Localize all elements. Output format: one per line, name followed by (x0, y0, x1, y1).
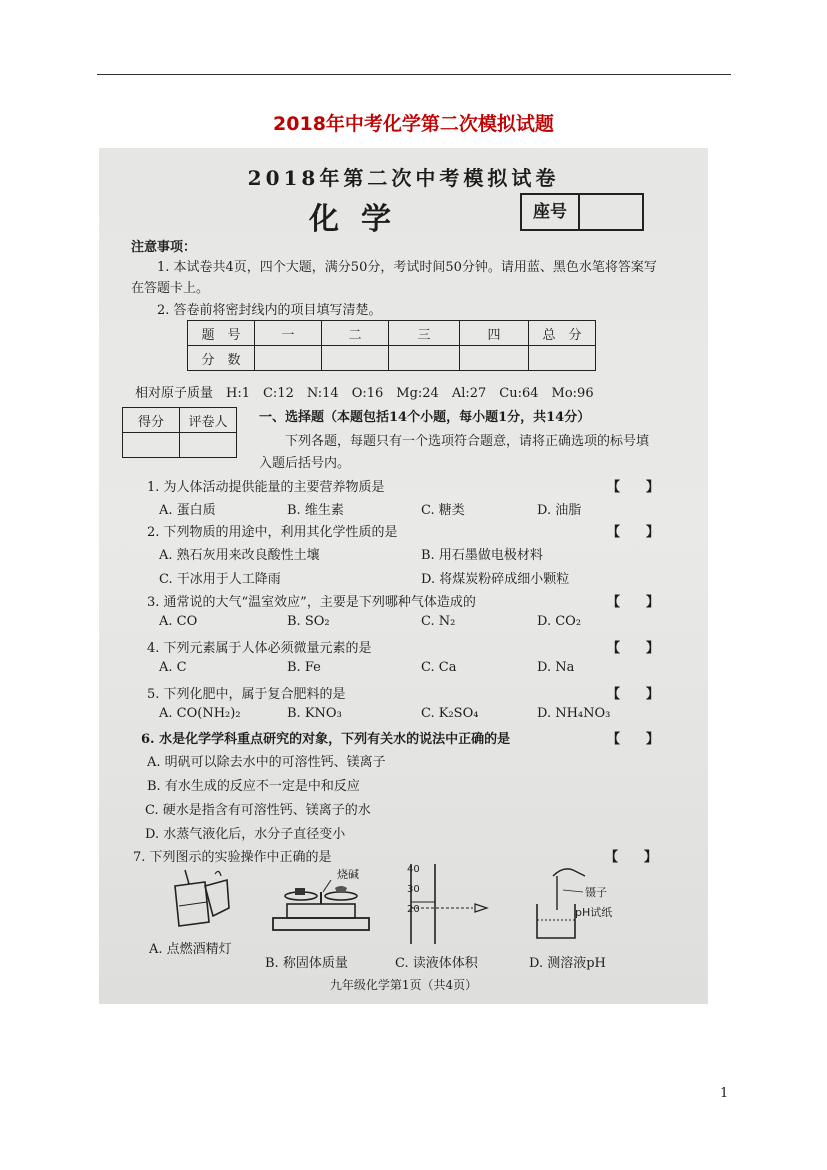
question-3-stem: 3. 通常说的大气“温室效应”，主要是下列哪种气体造成的 (147, 595, 476, 610)
q3-option-d: D. CO₂ (537, 614, 582, 629)
q5-option-a: A. CO(NH₂)₂ (159, 706, 241, 721)
question-6-stem: 6. 水是化学学科重点研究的对象，下列有关水的说法中正确的是 (141, 732, 511, 747)
q1-option-c: C. 糖类 (421, 503, 465, 518)
caustic-label: 烧碱 (337, 868, 359, 881)
score-header-cell: 总 分 (529, 321, 596, 346)
note-1-cont: 在答题卡上。 (131, 281, 210, 296)
score-header-cell: 三 (389, 321, 460, 346)
section1-desc-1: 下列各题，每题只有一个选项符合题意，请将正确选项的标号填 (285, 434, 650, 449)
q5-option-d: D. NH₄NO₃ (537, 706, 611, 721)
note-2: 2. 答卷前将密封线内的项目填写清楚。 (157, 303, 382, 318)
q7-option-c: C. 读液体体积 (395, 956, 478, 971)
q6-option-a: A. 明矾可以除去水中的可溶性钙、镁离子 (147, 755, 386, 770)
score-cell (255, 346, 322, 371)
q7-option-a: A. 点燃酒精灯 (149, 942, 232, 957)
q3-option-a: A. CO (159, 614, 198, 629)
score-table-header-row (188, 321, 596, 346)
score-blank-cell (123, 433, 180, 458)
question-4-stem: 4. 下列元素属于人体必须微量元素的是 (147, 641, 372, 656)
q6-option-c: C. 硬水是指含有可溶性钙、镁离子的水 (145, 803, 371, 818)
score-cell (460, 346, 529, 371)
exam-photo (99, 148, 708, 1004)
question-1-stem: 1. 为人体活动提供能量的主要营养物质是 (147, 480, 385, 495)
section1-title: 一、选择题（本题包括14个小题，每小题1分，共14分） (259, 410, 591, 425)
score-cell (389, 346, 460, 371)
q7-option-b: B. 称固体质量 (265, 956, 348, 971)
top-rule (97, 74, 731, 75)
q2-option-b: B. 用石墨做电极材料 (421, 548, 543, 563)
note-1: 1. 本试卷共4页，四个大题，满分50分，考试时间50分钟。请用蓝、黑色水笔将答案写 (157, 260, 657, 275)
q1-option-a: A. 蛋白质 (159, 503, 216, 518)
q2-option-a: A. 熟石灰用来改良酸性土壤 (159, 548, 320, 563)
q3-option-b: B. SO₂ (287, 614, 330, 629)
score-row-label: 分 数 (188, 346, 255, 371)
subject-title: 化学 (309, 202, 413, 237)
score-header-cell: 二 (322, 321, 389, 346)
q6-option-d: D. 水蒸气液化后，水分子直径变小 (145, 827, 346, 842)
notes-title: 注意事项： (131, 240, 197, 255)
grader-label-cell: 评卷人 (180, 408, 237, 433)
ph-paper-label: pH试纸 (575, 906, 613, 919)
tweezers-label: 镊子 (585, 886, 607, 899)
atomic-masses: 相对原子质量 H:1 C:12 N:14 O:16 Mg:24 Al:27 Cu:64 Mo:96 (135, 386, 594, 401)
figure-cylinder (399, 860, 499, 946)
tick-20-label: 20 (407, 904, 420, 915)
q1-option-b: B. 维生素 (287, 503, 344, 518)
question-2-stem: 2. 下列物质的用途中，利用其化学性质的是 (147, 525, 398, 540)
score-cell (322, 346, 389, 371)
answer-bracket: 【 】 (607, 641, 660, 656)
q4-option-d: D. Na (537, 660, 575, 675)
seat-label: 座号 (522, 195, 580, 229)
score-header-cell: 一 (255, 321, 322, 346)
tick-30-label: 30 (407, 884, 420, 895)
answer-bracket: 【 】 (607, 525, 660, 540)
grader-table (122, 407, 237, 458)
seat-number-box (520, 193, 644, 231)
q4-option-b: B. Fe (287, 660, 321, 675)
score-label-cell: 得分 (123, 408, 180, 433)
q2-option-c: C. 干冰用于人工降雨 (159, 572, 281, 587)
answer-bracket: 【 】 (607, 595, 660, 610)
question-5-stem: 5. 下列化肥中，属于复合肥料的是 (147, 687, 346, 702)
score-header-cell: 四 (460, 321, 529, 346)
score-table (187, 320, 596, 371)
answer-bracket: 【 】 (607, 480, 660, 495)
q2-option-d: D. 将煤炭粉碎成细小颗粒 (421, 572, 570, 587)
q4-option-a: A. C (159, 660, 187, 675)
answer-bracket: 【 】 (607, 732, 660, 747)
q4-option-c: C. Ca (421, 660, 457, 675)
exam-footer: 九年级化学第1页（共4页） (329, 978, 478, 992)
section1-desc-2: 入题后括号内。 (259, 456, 351, 471)
figure-balance (265, 866, 377, 936)
document-title: 2018年中考化学第二次模拟试题 (273, 113, 554, 135)
score-table-score-row (188, 346, 596, 371)
q6-option-b: B. 有水生成的反应不一定是中和反应 (147, 779, 360, 794)
page-number: 1 (720, 1086, 729, 1101)
score-cell (529, 346, 596, 371)
q5-option-c: C. K₂SO₄ (421, 706, 479, 721)
question-7-stem: 7. 下列图示的实验操作中正确的是 (133, 850, 332, 865)
grader-blank-cell (180, 433, 237, 458)
score-header-cell: 题 号 (188, 321, 255, 346)
tick-40-label: 40 (407, 864, 420, 875)
answer-bracket: 【 】 (605, 850, 658, 865)
q1-option-d: D. 油脂 (537, 503, 582, 518)
answer-bracket: 【 】 (607, 687, 660, 702)
figure-ph-test (523, 860, 663, 942)
q7-option-d: D. 测溶液pH (529, 956, 606, 971)
q5-option-b: B. KNO₃ (287, 706, 342, 721)
q3-option-c: C. N₂ (421, 614, 456, 629)
figure-alcohol-lamp (165, 866, 237, 934)
exam-title: 2018年第二次中考模拟试卷 (247, 166, 560, 190)
